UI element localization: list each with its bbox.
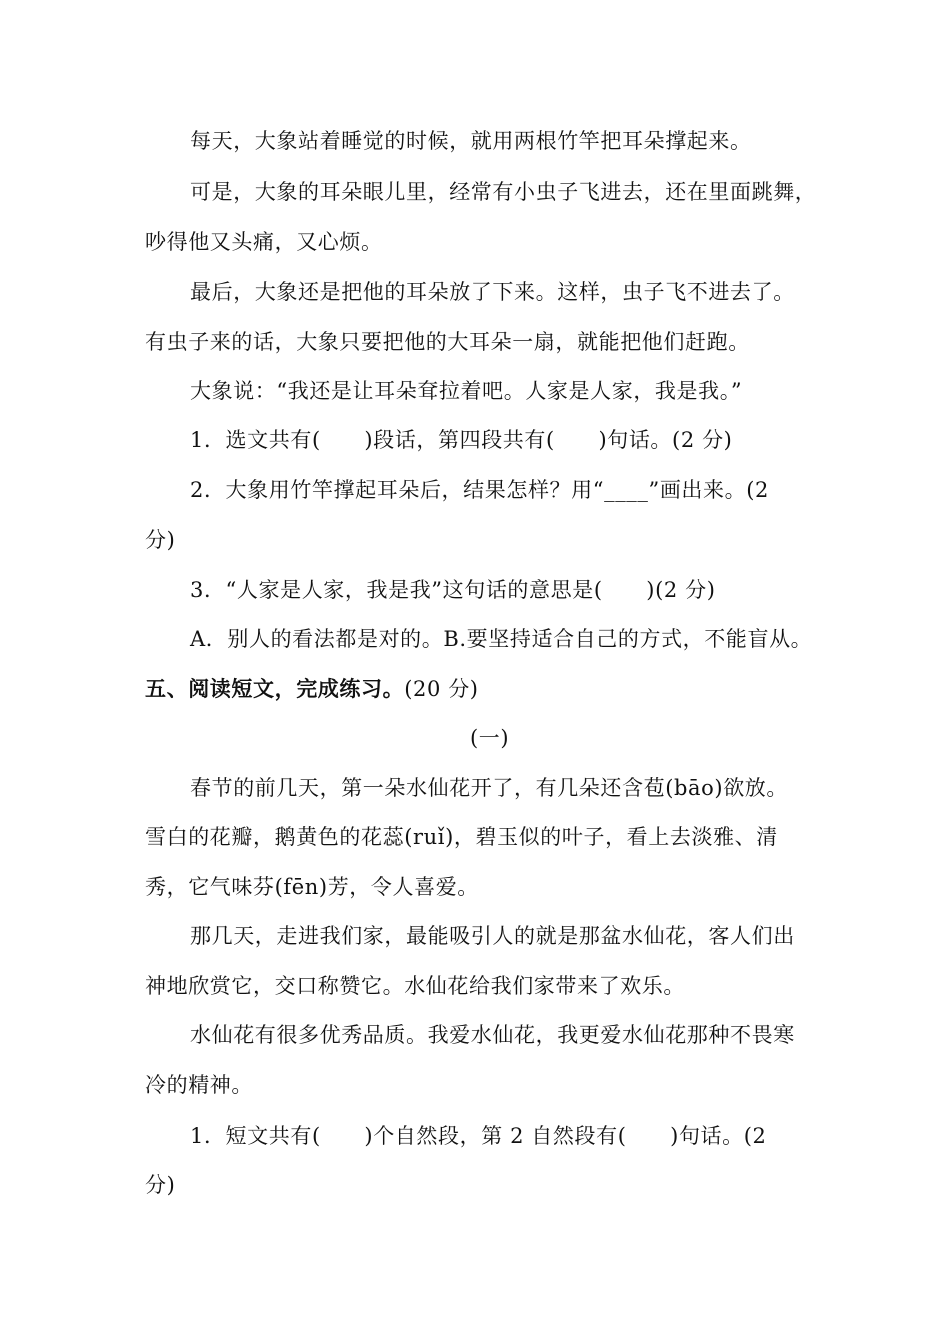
passage-b-paragraph-2-line-2: 神地欣赏它，交口称赞它。水仙花给我们家带来了欢乐。 (145, 974, 685, 998)
passage-b-paragraph-1-line-3: 秀，它气味芬(fēn)芳，令人喜爱。 (145, 875, 479, 899)
passage-b-paragraph-3-line-2: 冷的精神。 (145, 1073, 253, 1097)
question-a-2-line-2: 分) (145, 528, 176, 552)
question-a-3: 3．“人家是人家，我是我”这句话的意思是( )(2 分) (190, 578, 716, 602)
passage-a-paragraph-1: 每天，大象站着睡觉的时候，就用两根竹竿把耳朵撑起来。 (190, 129, 752, 153)
passage-a-paragraph-3-line-1: 最后，大象还是把他的耳朵放了下来。这样，虫子飞不进去了。 (190, 280, 795, 304)
question-b-1-line-1: 1．短文共有( )个自然段，第 2 自然段有( )句话。(2 (190, 1124, 767, 1148)
section-5-subheading: (一) (470, 726, 510, 750)
question-a-3-options: A．别人的看法都是对的。B.要坚持适合自己的方式，不能盲从。 (190, 627, 813, 651)
passage-a-paragraph-3-line-2: 有虫子来的话，大象只要把他的大耳朵一扇，就能把他们赶跑。 (145, 330, 750, 354)
section-5-score: (20 分) (404, 677, 479, 701)
passage-b-paragraph-1-line-2: 雪白的花瓣，鹅黄色的花蕊(ruǐ)，碧玉似的叶子，看上去淡雅、清 (145, 825, 778, 849)
section-5-title (145, 675, 479, 703)
question-b-1-line-2: 分) (145, 1173, 176, 1197)
passage-b-paragraph-1-line-1: 春节的前几天，第一朵水仙花开了，有几朵还含苞(bāo)欲放。 (190, 776, 788, 800)
passage-a-paragraph-4: 大象说：“我还是让耳朵耷拉着吧。人家是人家，我是我。” (190, 379, 743, 403)
passage-b-paragraph-3-line-1: 水仙花有很多优秀品质。我爱水仙花，我更爱水仙花那种不畏寒 (190, 1023, 795, 1047)
passage-a-paragraph-2-line-1: 可是，大象的耳朵眼儿里，经常有小虫子飞进去，还在里面跳舞， (190, 180, 817, 204)
passage-a-paragraph-2-line-2: 吵得他又头痛，又心烦。 (145, 230, 383, 254)
section-5-heading: 五、阅读短文，完成练习。 (145, 677, 405, 701)
question-a-1: 1．选文共有( )段话，第四段共有( )句话。(2 分) (190, 428, 733, 452)
question-a-2-line-1: 2．大象用竹竿撑起耳朵后，结果怎样？用“____”画出来。(2 (190, 478, 769, 502)
passage-b-paragraph-2-line-1: 那几天，走进我们家，最能吸引人的就是那盆水仙花，客人们出 (190, 924, 795, 948)
